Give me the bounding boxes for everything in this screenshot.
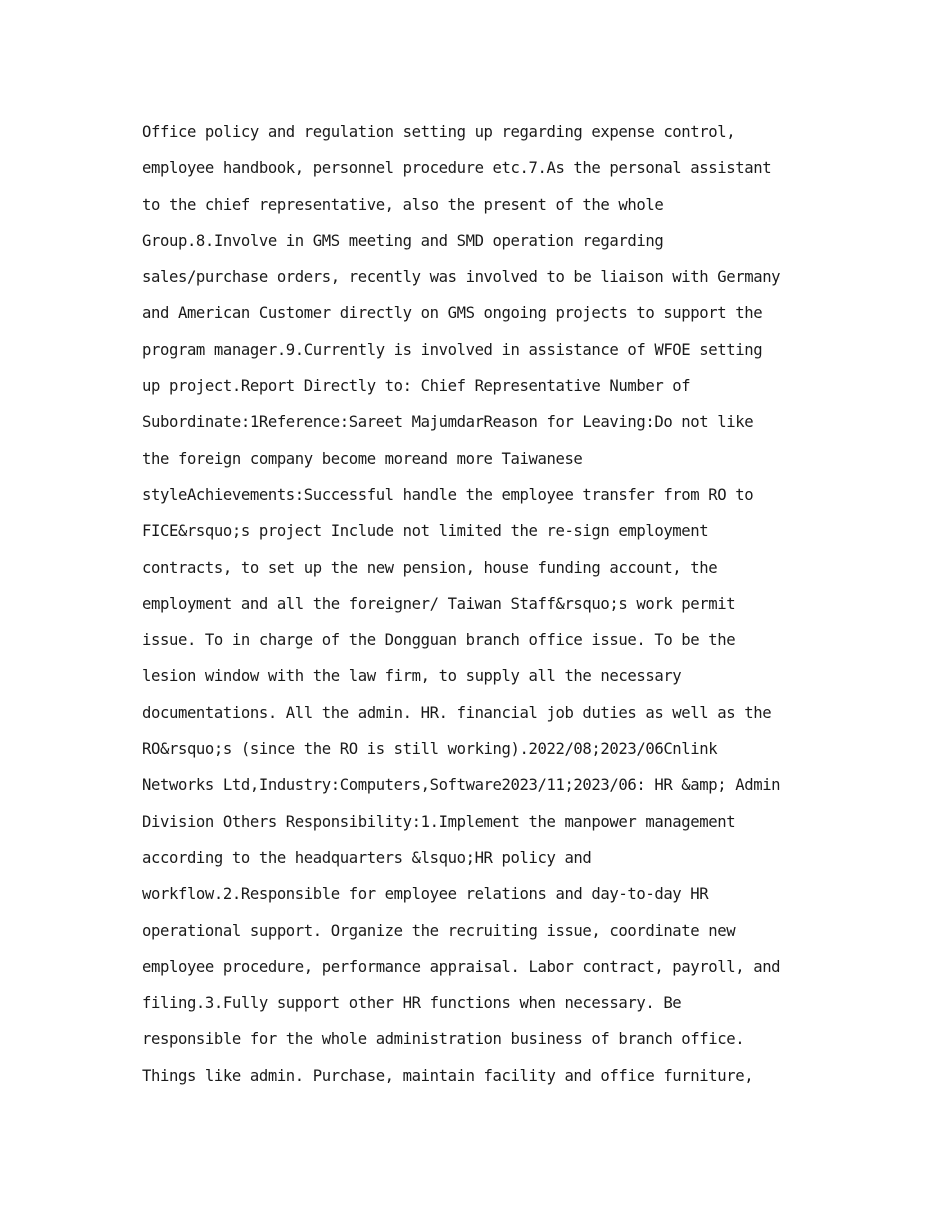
text-line: lesion window with the law firm, to supply all the necessary [142, 667, 682, 686]
text-line: Division Others Responsibility:1.Implement the manpower management [142, 812, 736, 831]
text-line: operational support. Organize the recruiting issue, coordinate new [142, 921, 736, 940]
text-line: RO&rsquo;s (since the RO is still working).2022/08;2023/06Cnlink [142, 740, 718, 759]
text-line: employee procedure, performance appraisal. Labor contract, payroll, and [142, 957, 781, 976]
text-line: filing.3.Fully support other HR functions when necessary. Be [142, 994, 682, 1013]
text-line: the foreign company become moreand more Taiwanese [142, 449, 583, 468]
text-line: and American Customer directly on GMS ongoing projects to support the [142, 304, 763, 323]
text-line: employment and all the foreigner/ Taiwan Staff&rsquo;s work permit [142, 594, 736, 613]
text-line: workflow.2.Responsible for employee relations and day-to-day HR [142, 885, 709, 904]
text-line: contracts, to set up the new pension, house funding account, the [142, 558, 718, 577]
text-line: responsible for the whole administration business of branch office. [142, 1030, 745, 1049]
text-line: employee handbook, personnel procedure etc.7.As the personal assistant [142, 159, 772, 178]
text-line: issue. To in charge of the Dongguan branch office issue. To be the [142, 631, 736, 650]
text-line: sales/purchase orders, recently was involved to be liaison with Germany [142, 268, 781, 287]
text-line: to the chief representative, also the present of the whole [142, 195, 664, 214]
text-line: up project.Report Directly to: Chief Representative Number of [142, 377, 691, 396]
text-line: according to the headquarters &lsquo;HR policy and [142, 848, 592, 867]
text-line: FICE&rsquo;s project Include not limited the re-sign employment [142, 522, 709, 541]
text-line: styleAchievements:Successful handle the employee transfer from RO to [142, 485, 754, 504]
text-line: documentations. All the admin. HR. financial job duties as well as the [142, 703, 772, 722]
text-line: Networks Ltd,Industry:Computers,Software2023/11;2023/06: HR &amp; Admin [142, 776, 781, 795]
text-line: Things like admin. Purchase, maintain facility and office furniture, [142, 1066, 754, 1085]
body-text [142, 114, 822, 1094]
text-line: Group.8.Involve in GMS meeting and SMD operation regarding [142, 231, 664, 250]
text-line: program manager.9.Currently is involved in assistance of WFOE setting [142, 340, 763, 359]
text-line: Office policy and regulation setting up regarding expense control, [142, 123, 736, 141]
text-line: Subordinate:1Reference:Sareet MajumdarReason for Leaving:Do not like [142, 413, 754, 432]
